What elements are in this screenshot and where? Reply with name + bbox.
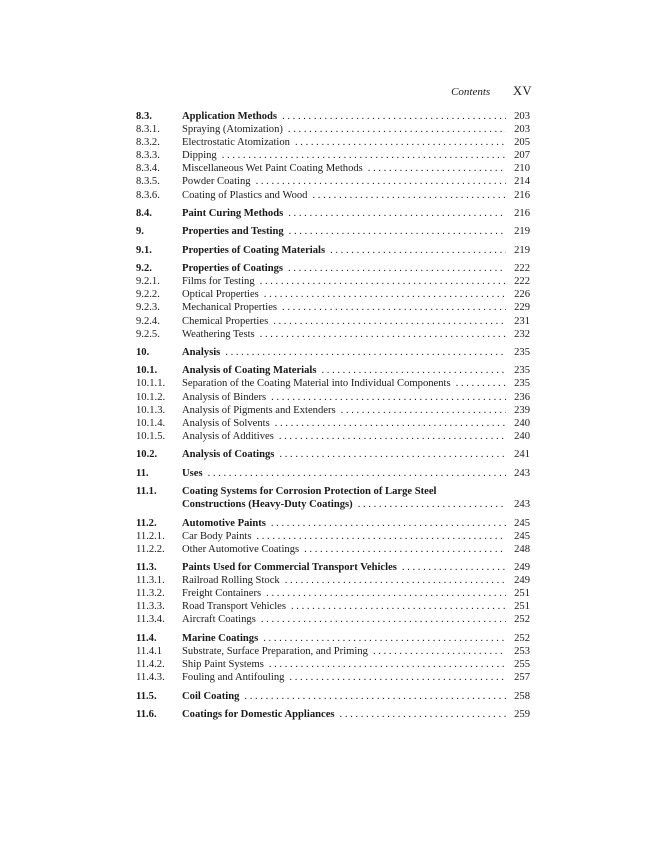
toc-dot-leader bbox=[260, 275, 506, 288]
toc-entry-title: Analysis of Binders bbox=[182, 391, 267, 403]
toc-entry-number: 11.2.1. bbox=[136, 530, 165, 542]
toc-entry-title: Paint Curing Methods bbox=[182, 207, 284, 219]
toc-entry bbox=[136, 467, 530, 480]
toc-entry bbox=[136, 430, 530, 443]
toc-entry-title: Weathering Tests bbox=[182, 328, 255, 340]
toc-entry-title: Films for Testing bbox=[182, 276, 255, 288]
toc-entry bbox=[136, 485, 530, 498]
toc-entry-number: 10.1.1. bbox=[136, 378, 166, 390]
toc-entry bbox=[136, 275, 530, 288]
toc-entry bbox=[136, 175, 530, 188]
toc-dot-leader bbox=[266, 587, 506, 600]
toc-entry bbox=[136, 364, 530, 377]
toc-entry-title: Analysis of Additives bbox=[182, 430, 274, 442]
toc-entry bbox=[136, 301, 530, 314]
toc-entry-page: 257 bbox=[514, 672, 530, 684]
toc-entry-number: 9.2.4. bbox=[136, 315, 160, 327]
toc-entry-number: 8.3.5. bbox=[136, 176, 160, 188]
toc-dot-leader bbox=[271, 517, 506, 530]
toc-dot-leader bbox=[244, 690, 506, 703]
toc-entry-number: 9.2.1. bbox=[136, 276, 160, 288]
toc-entry-page: 251 bbox=[514, 588, 530, 600]
toc-entry-page: 252 bbox=[514, 614, 530, 626]
toc-entry bbox=[136, 517, 530, 530]
toc-entry bbox=[136, 498, 530, 511]
toc-dot-leader bbox=[358, 498, 506, 511]
toc-dot-leader bbox=[256, 530, 506, 543]
toc-entry-number: 10.1.3. bbox=[136, 404, 166, 416]
toc-entry-page: 203 bbox=[514, 124, 530, 136]
toc-dot-leader bbox=[288, 207, 506, 220]
toc-entry-number: 11.2. bbox=[136, 517, 157, 529]
toc-dot-leader bbox=[275, 417, 506, 430]
toc-entry-page: 259 bbox=[514, 708, 530, 720]
toc-entry-number: 9.2.2. bbox=[136, 289, 160, 301]
toc-entry-page: 241 bbox=[514, 449, 530, 461]
toc-entry-title: Car Body Paints bbox=[182, 530, 252, 542]
toc-entry-page: 239 bbox=[514, 404, 530, 416]
toc-entry-title: Chemical Properties bbox=[182, 315, 269, 327]
toc-entry bbox=[136, 328, 530, 341]
toc-entry-page: 232 bbox=[514, 328, 530, 340]
toc-entry bbox=[136, 288, 530, 301]
toc-entry-number: 11.6. bbox=[136, 708, 157, 720]
toc-entry-title: Ship Paint Systems bbox=[182, 659, 264, 671]
toc-entry bbox=[136, 417, 530, 430]
table-of-contents bbox=[136, 110, 530, 721]
toc-entry-title: Analysis of Solvents bbox=[182, 417, 270, 429]
toc-entry-title: Mechanical Properties bbox=[182, 302, 278, 314]
toc-entry-number: 8.3.1. bbox=[136, 124, 160, 136]
toc-entry-number: 11.5. bbox=[136, 690, 157, 702]
toc-entry bbox=[136, 613, 530, 626]
toc-entry-page: 226 bbox=[514, 289, 530, 301]
toc-dot-leader bbox=[340, 708, 506, 721]
toc-entry bbox=[136, 530, 530, 543]
toc-dot-leader bbox=[321, 364, 506, 377]
toc-dot-leader bbox=[295, 136, 506, 149]
toc-dot-leader bbox=[312, 189, 506, 202]
toc-entry-number: 11.3.3. bbox=[136, 601, 165, 613]
toc-entry-title: Constructions (Heavy-Duty Coatings) bbox=[182, 499, 353, 511]
toc-entry-number: 9. bbox=[136, 226, 144, 238]
toc-entry-title: Analysis bbox=[182, 346, 221, 358]
toc-entry bbox=[136, 690, 530, 703]
toc-dot-leader bbox=[288, 262, 506, 275]
toc-entry bbox=[136, 708, 530, 721]
toc-entry-title: Spraying (Atomization) bbox=[182, 124, 283, 136]
toc-entry-title: Uses bbox=[182, 467, 203, 479]
toc-dot-leader bbox=[373, 645, 506, 658]
toc-entry-title: Freight Containers bbox=[182, 588, 262, 600]
toc-entry-title: Properties of Coating Materials bbox=[182, 244, 326, 256]
toc-entry bbox=[136, 244, 530, 257]
toc-entry-number: 11.4. bbox=[136, 632, 157, 644]
toc-entry-page: 235 bbox=[514, 365, 530, 377]
toc-entry-number: 9.2.3. bbox=[136, 302, 160, 314]
toc-dot-leader bbox=[291, 600, 506, 613]
toc-entry bbox=[136, 123, 530, 136]
toc-entry bbox=[136, 110, 530, 123]
toc-entry-number: 8.3.3. bbox=[136, 150, 160, 162]
toc-entry bbox=[136, 632, 530, 645]
toc-entry-number: 9.2. bbox=[136, 263, 152, 275]
toc-entry bbox=[136, 600, 530, 613]
toc-entry-number: 10.1.4. bbox=[136, 417, 166, 429]
toc-dot-leader bbox=[368, 162, 506, 175]
toc-dot-leader bbox=[282, 301, 506, 314]
toc-entry-page: 231 bbox=[514, 315, 530, 327]
toc-dot-leader bbox=[271, 391, 506, 404]
toc-entry-page: 245 bbox=[514, 530, 530, 542]
toc-entry-page: 207 bbox=[514, 150, 530, 162]
toc-entry-page: 214 bbox=[514, 176, 530, 188]
toc-entry-page: 243 bbox=[514, 499, 530, 511]
toc-entry-title: Properties and Testing bbox=[182, 226, 284, 238]
toc-entry-number: 11.3.1. bbox=[136, 575, 165, 587]
toc-entry-title: Optical Properties bbox=[182, 289, 259, 301]
toc-entry-page: 203 bbox=[514, 111, 530, 122]
toc-entry-title: Other Automotive Coatings bbox=[182, 543, 300, 555]
toc-entry-page: 216 bbox=[514, 189, 530, 201]
toc-entry bbox=[136, 404, 530, 417]
toc-entry-page: 251 bbox=[514, 601, 530, 613]
toc-entry-page: 210 bbox=[514, 163, 530, 175]
toc-entry-page: 248 bbox=[514, 543, 530, 555]
toc-entry-title: Miscellaneous Wet Paint Coating Methods bbox=[182, 163, 363, 175]
toc-dot-leader bbox=[289, 671, 506, 684]
toc-entry-page: 249 bbox=[514, 575, 530, 587]
toc-entry-number: 10.2. bbox=[136, 449, 158, 461]
toc-dot-leader bbox=[264, 288, 506, 301]
running-header-section: Contents bbox=[451, 86, 491, 98]
toc-entry-number: 11. bbox=[136, 467, 149, 479]
toc-entry bbox=[136, 587, 530, 600]
toc-dot-leader bbox=[263, 632, 506, 645]
toc-entry bbox=[136, 262, 530, 275]
toc-dot-leader bbox=[225, 346, 506, 359]
toc-entry-title: Substrate, Surface Preparation, and Priming bbox=[182, 645, 368, 657]
toc-entry-page: 258 bbox=[514, 690, 530, 702]
toc-entry-number: 11.4.1 bbox=[136, 645, 163, 657]
toc-entry bbox=[136, 149, 530, 162]
toc-entry-title: Analysis of Coatings bbox=[182, 449, 275, 461]
toc-entry bbox=[136, 189, 530, 202]
toc-entry-title: Road Transport Vehicles bbox=[182, 601, 286, 613]
toc-entry-title: Automotive Paints bbox=[182, 517, 266, 529]
toc-dot-leader bbox=[402, 561, 506, 574]
toc-entry-title: Separation of the Coating Material into Individual Components bbox=[182, 378, 451, 390]
toc-entry bbox=[136, 543, 530, 556]
toc-entry-number: 11.1. bbox=[136, 486, 157, 498]
toc-entry-title: Aircraft Coatings bbox=[182, 614, 256, 626]
toc-entry-page: 219 bbox=[514, 244, 530, 256]
toc-entry-page: 249 bbox=[514, 562, 530, 574]
toc-dot-leader bbox=[289, 225, 506, 238]
toc-entry-number: 8.3.4. bbox=[136, 163, 160, 175]
toc-entry-title: Fouling and Antifouling bbox=[182, 672, 285, 684]
toc-entry bbox=[136, 136, 530, 149]
toc-entry-page: 235 bbox=[514, 346, 530, 358]
toc-dot-leader bbox=[256, 175, 506, 188]
toc-dot-leader bbox=[279, 448, 506, 461]
toc-dot-leader bbox=[260, 328, 506, 341]
toc-entry-page: 235 bbox=[514, 378, 530, 390]
toc-entry-number: 11.4.3. bbox=[136, 672, 165, 684]
toc-dot-leader bbox=[273, 315, 506, 328]
toc-dot-leader bbox=[330, 244, 506, 257]
toc-entry-number: 11.3.2. bbox=[136, 588, 165, 600]
toc-entry-number: 11.2.2. bbox=[136, 543, 165, 555]
toc-dot-leader bbox=[456, 377, 506, 390]
toc-entry-title: Coating Systems for Corrosion Protection of Large Steel bbox=[182, 486, 437, 498]
toc-entry-title: Railroad Rolling Stock bbox=[182, 575, 280, 587]
toc-entry-page: 236 bbox=[514, 391, 530, 403]
toc-entry-page: 243 bbox=[514, 467, 530, 479]
toc-entry-number: 8.3.2. bbox=[136, 137, 160, 149]
toc-entry-page: 252 bbox=[514, 632, 530, 644]
toc-entry bbox=[136, 225, 530, 238]
toc-entry bbox=[136, 391, 530, 404]
toc-entry-number: 10.1.2. bbox=[136, 391, 166, 403]
toc-dot-leader bbox=[208, 467, 506, 480]
toc-dot-leader bbox=[222, 149, 506, 162]
toc-entry-page: 240 bbox=[514, 430, 530, 442]
toc-entry-page: 245 bbox=[514, 517, 530, 529]
toc-entry bbox=[136, 346, 530, 359]
toc-entry-page: 222 bbox=[514, 276, 530, 288]
toc-entry-page: 253 bbox=[514, 645, 530, 657]
toc-entry-title: Coatings for Domestic Appliances bbox=[182, 708, 335, 720]
toc-entry-title: Electrostatic Atomization bbox=[182, 137, 290, 149]
toc-entry bbox=[136, 207, 530, 220]
toc-entry-title: Dipping bbox=[182, 150, 217, 162]
toc-entry-number: 9.1. bbox=[136, 244, 152, 256]
toc-dot-leader bbox=[304, 543, 506, 556]
toc-entry-page: 222 bbox=[514, 263, 530, 275]
toc-entry bbox=[136, 561, 530, 574]
toc-entry bbox=[136, 671, 530, 684]
toc-entry bbox=[136, 658, 530, 671]
toc-dot-leader bbox=[288, 123, 506, 136]
toc-dot-leader bbox=[285, 574, 506, 587]
toc-entry-page: 205 bbox=[514, 137, 530, 149]
toc-entry bbox=[136, 315, 530, 328]
toc-entry-page: 219 bbox=[514, 226, 530, 238]
page-number: XV bbox=[512, 84, 532, 98]
toc-entry-number: 8.3.6. bbox=[136, 189, 160, 201]
toc-entry-number: 8.3. bbox=[136, 111, 152, 122]
toc-entry-page: 240 bbox=[514, 417, 530, 429]
toc-entry-number: 10. bbox=[136, 346, 150, 358]
toc-dot-leader bbox=[341, 404, 506, 417]
toc-entry-title: Analysis of Pigments and Extenders bbox=[182, 404, 336, 416]
running-header bbox=[0, 84, 532, 99]
toc-entry-title: Application Methods bbox=[182, 111, 278, 122]
toc-entry bbox=[136, 377, 530, 390]
toc-entry-number: 8.4. bbox=[136, 207, 152, 219]
toc-entry-number: 11.3.4. bbox=[136, 614, 165, 626]
toc-entry-page: 255 bbox=[514, 659, 530, 671]
toc-entry-title: Powder Coating bbox=[182, 176, 251, 188]
toc-entry-title: Paints Used for Commercial Transport Vehicles bbox=[182, 562, 397, 574]
toc-entry bbox=[136, 162, 530, 175]
toc-entry bbox=[136, 448, 530, 461]
toc-entry-title: Coating of Plastics and Wood bbox=[182, 189, 308, 201]
toc-entry-page: 216 bbox=[514, 207, 530, 219]
toc-entry-title: Properties of Coatings bbox=[182, 263, 284, 275]
toc-entry-number: 10.1.5. bbox=[136, 430, 166, 442]
toc-dot-leader bbox=[279, 430, 506, 443]
toc-entry-number: 11.4.2. bbox=[136, 659, 165, 671]
toc-dot-leader bbox=[261, 613, 506, 626]
toc-entry-title: Marine Coatings bbox=[182, 632, 259, 644]
toc-entry-number: 11.3. bbox=[136, 562, 157, 574]
toc-entry-number: 9.2.5. bbox=[136, 328, 160, 340]
toc-entry bbox=[136, 574, 530, 587]
toc-entry-page: 229 bbox=[514, 302, 530, 314]
toc-entry bbox=[136, 645, 530, 658]
toc-entry-title: Coil Coating bbox=[182, 690, 240, 702]
toc-dot-leader bbox=[269, 658, 506, 671]
toc-entry-title: Analysis of Coating Materials bbox=[182, 365, 317, 377]
toc-entry-number: 10.1. bbox=[136, 365, 158, 377]
toc-dot-leader bbox=[282, 110, 506, 123]
